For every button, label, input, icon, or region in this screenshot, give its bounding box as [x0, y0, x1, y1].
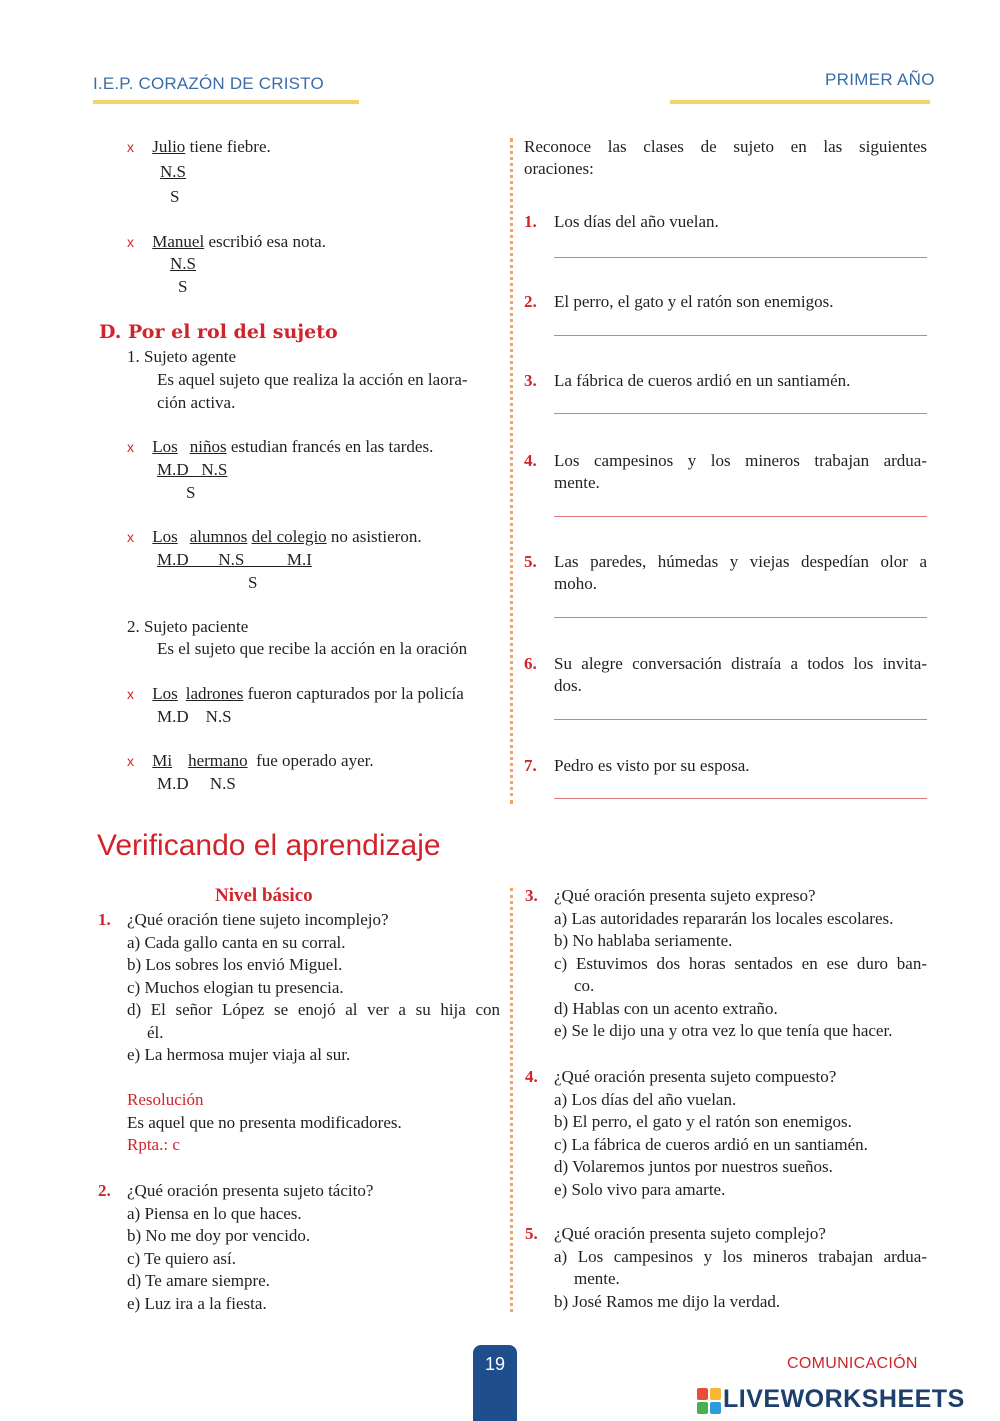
agent-title: 1. Sujeto agente: [127, 347, 237, 366]
exercise-text: El perro, el gato y el ratón son enemigos.: [554, 292, 834, 311]
option: b) No me doy por vencido.: [127, 1226, 311, 1245]
exercise-text-cont: mente.: [554, 473, 600, 492]
exercise-number: 5.: [524, 552, 537, 571]
resolution-answer: Rpta.: c: [127, 1135, 180, 1154]
agent-def-line2: ción activa.: [157, 393, 236, 412]
agent-def-line1: Es aquel sujeto que realiza la acción en laora-: [157, 370, 468, 389]
question-text: ¿Qué oración presenta sujeto expreso?: [554, 886, 816, 905]
option: b) José Ramos me dijo la verdad.: [554, 1291, 781, 1311]
resolution-text: Es aquel que no presenta modificadores.: [127, 1113, 402, 1132]
label-s: S: [178, 277, 188, 296]
section-title: Verificando el aprendizaje: [97, 829, 441, 862]
option-cont: él.: [147, 1022, 164, 1042]
answer-line[interactable]: [554, 516, 927, 517]
question-number: 5.: [525, 1224, 538, 1243]
option: d) Hablas con un acento extraño.: [554, 998, 778, 1018]
option: e) La hermosa mujer viaja al sur.: [127, 1045, 351, 1064]
option: d) Te amare siempre.: [127, 1271, 270, 1290]
label-ns: N.S: [170, 254, 196, 273]
label-ns: N.S: [160, 162, 186, 181]
exercise-number: 4.: [524, 451, 537, 470]
option: a) Cada gallo canta en su corral.: [127, 932, 346, 952]
example-alumnos: x Los alumnos del colegio no asistieron.: [127, 527, 422, 546]
exercise-text: Pedro es visto por su esposa.: [554, 756, 750, 775]
question-text: ¿Qué oración tiene sujeto incomplejo?: [127, 910, 389, 929]
exercise-text: Los campesinos y los mineros trabajan ardua-: [554, 451, 927, 470]
column-divider: [510, 138, 513, 804]
example-hermano: x Mi hermano fue operado ayer.: [127, 751, 374, 770]
header-bar-right: [670, 100, 930, 104]
exercise-number: 3.: [524, 371, 537, 390]
option: e) Se le dijo una y otra vez lo que tenía que hacer.: [554, 1021, 893, 1040]
question-text: ¿Qué oración presenta sujeto complejo?: [554, 1224, 826, 1243]
exercise-text-cont: moho.: [554, 574, 597, 593]
example-ladrones: x Los ladrones fueron capturados por la policía: [127, 684, 464, 703]
option: b) El perro, el gato y el ratón son enemigos.: [554, 1112, 852, 1131]
answer-line[interactable]: [554, 257, 927, 258]
option: d) El señor López se enojó al ver a su hija con: [127, 1000, 500, 1019]
question-number: 3.: [525, 886, 538, 905]
option: a) Las autoridades repararán los locales escolares.: [554, 908, 894, 928]
answer-line[interactable]: [554, 719, 927, 720]
option: e) Solo vivo para amarte.: [554, 1179, 726, 1199]
label-s: S: [248, 573, 258, 592]
column-divider: [510, 888, 513, 1312]
question-text: ¿Qué oración presenta sujeto tácito?: [127, 1181, 374, 1200]
option: c) Te quiero así.: [127, 1248, 236, 1268]
option: a) Los campesinos y los mineros trabajan ardua-: [554, 1246, 927, 1266]
labels-md-ns: M.D N.S: [157, 460, 228, 479]
option: c) Muchos elogian tu presencia.: [127, 977, 344, 997]
option: a) Piensa en lo que haces.: [127, 1203, 302, 1223]
section-d-heading: D. Por el rol del sujeto: [99, 321, 338, 343]
example-julio: x Julio tiene fiebre.: [127, 137, 271, 156]
label-s: S: [186, 483, 196, 502]
exercise-number: 7.: [524, 756, 537, 775]
example-manuel: x Manuel escribió esa nota.: [127, 232, 326, 251]
exercise-text: Los días del año vuelan.: [554, 212, 719, 231]
answer-line[interactable]: [554, 798, 927, 799]
option: c) Estuvimos dos horas sentados en ese duro ban-: [554, 953, 927, 973]
question-number: 4.: [525, 1067, 538, 1086]
exercise-number: 6.: [524, 654, 537, 673]
liveworksheets-logo: [697, 1386, 1000, 1416]
answer-line[interactable]: [554, 413, 927, 414]
answer-line[interactable]: [554, 617, 927, 618]
option: c) La fábrica de cueros ardió en un santiamén.: [554, 1134, 868, 1154]
level-heading: Nivel básico: [215, 885, 313, 906]
question-number: 1.: [98, 910, 111, 929]
header-bar-left: [93, 100, 359, 104]
option: d) Volaremos juntos por nuestros sueños.: [554, 1157, 833, 1176]
option: a) Los días del año vuelan.: [554, 1089, 737, 1109]
subject-label: COMUNICACIÓN: [787, 1355, 918, 1372]
exercise-text-cont: dos.: [554, 676, 582, 695]
answer-line[interactable]: [554, 335, 927, 336]
patient-def: Es el sujeto que recibe la acción en la oración: [157, 639, 468, 658]
option: e) Luz ira a la fiesta.: [127, 1293, 267, 1313]
question-text: ¿Qué oración presenta sujeto compuesto?: [554, 1067, 837, 1086]
example-ninos: x Los niños estudian francés en las tardes.: [127, 437, 434, 456]
option: b) Los sobres los envió Miguel.: [127, 955, 343, 974]
option-cont: mente.: [574, 1269, 620, 1288]
exercise-number: 2.: [524, 292, 537, 311]
patient-title: 2. Sujeto paciente: [127, 617, 249, 636]
labels-md-ns: M.D N.S: [157, 774, 236, 793]
liveworksheets-logo-icon: [697, 1388, 721, 1414]
exercise-number: 1.: [524, 212, 537, 231]
exercise-text: Las paredes, húmedas y viejas despedían olor a: [554, 552, 927, 571]
label-s: S: [170, 187, 180, 206]
labels-md-ns: M.D N.S: [157, 707, 232, 726]
school-name: I.E.P. CORAZÓN DE CRISTO: [93, 74, 324, 93]
exercise-text: Su alegre conversación distraía a todos los invita-: [554, 654, 927, 673]
exercise-intro-line2: oraciones:: [524, 159, 594, 178]
page-number: 19: [473, 1345, 517, 1421]
option-cont: co.: [574, 976, 595, 995]
resolution-title: Resolución: [127, 1090, 204, 1109]
labels-md-ns-mi: M.D N.S M.I: [157, 550, 312, 569]
liveworksheets-brand: LIVEWORKSHEETS: [723, 1385, 965, 1413]
exercise-text: La fábrica de cueros ardió en un santiamén.: [554, 371, 851, 390]
grade-label: PRIMER AÑO: [825, 70, 935, 89]
question-number: 2.: [98, 1181, 111, 1200]
exercise-intro-line1: Reconoce las clases de sujeto en las siguientes: [524, 137, 927, 156]
option: b) No hablaba seriamente.: [554, 931, 733, 950]
